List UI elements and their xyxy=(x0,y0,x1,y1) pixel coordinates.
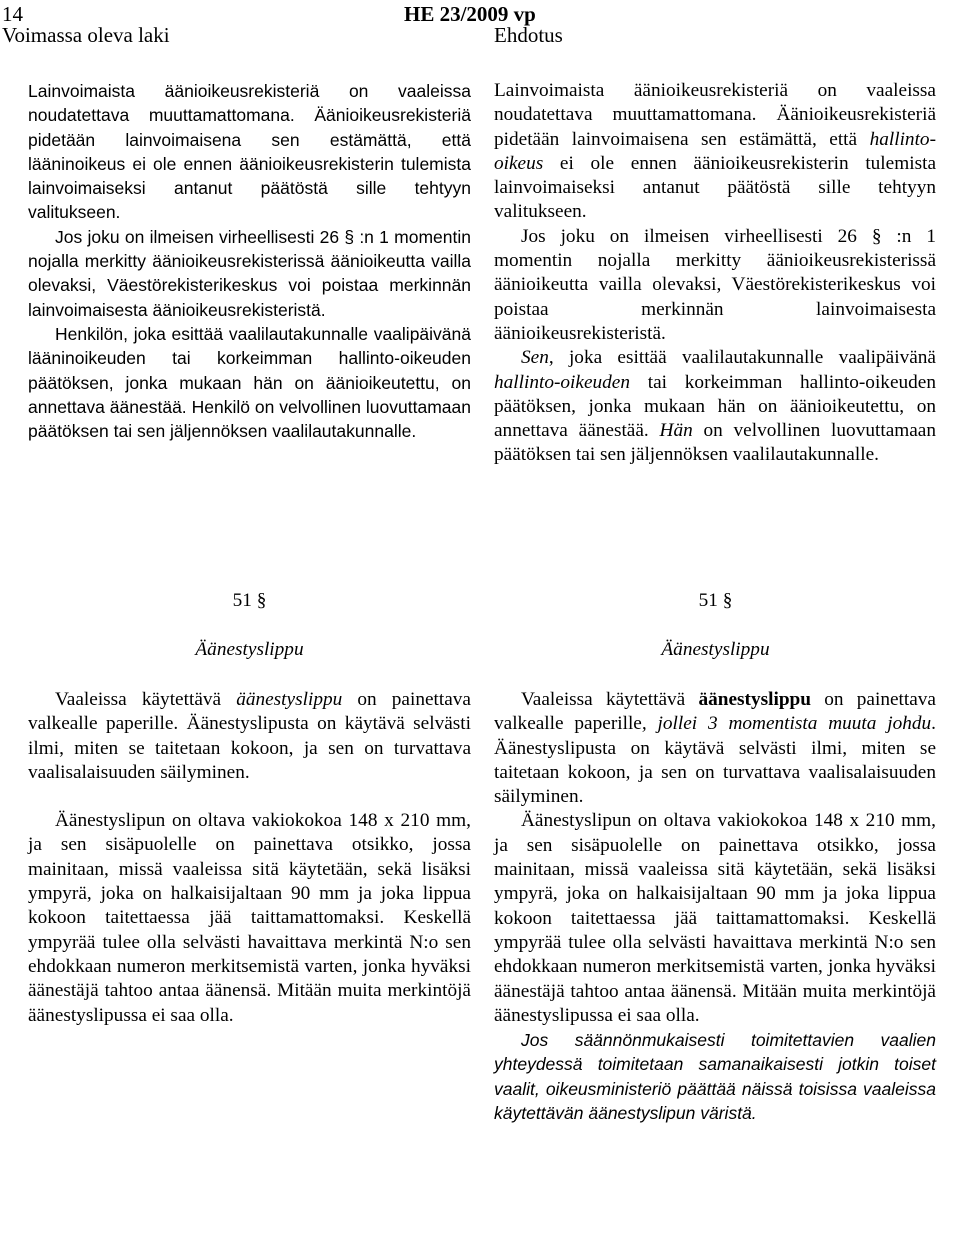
left-section-text xyxy=(28,688,471,1028)
right-upper-text xyxy=(494,79,936,468)
page-number: 14 xyxy=(2,2,23,26)
left-section-paragraph-1: Vaaleissa käytettävä äänestyslippu on painettava valkealle paperille. Äänestyslipusta on käytävä selvästi ilmi, miten se taitetaan kokoon, ja sen on turvattava vaalisalaisuuden säilyminen. xyxy=(28,689,471,783)
left-column-label: Voimassa oleva laki xyxy=(2,23,170,47)
left-section-paragraph-2: Äänestyslipun on oltava vakiokokoa 148 x 210 mm, ja sen sisäpuolelle on painettava otsikko, jossa mainitaan, missä vaaleissa sitä käytetään, sekä lisäksi ympyrä, joka on halkaisijaltaan 90 mm ja joka lippua kokoon taitettaessa jää taittamattomaksi. Keskellä ympyrää tulee olla selvästi havaittava merkintä N:o sen ehdokkaan numeron merkitsemistä varten, jonka hyväksi äänestäjä tahtoo antaa äänensä. Mitään muita merkintöjä äänestyslipussa ei saa olla. xyxy=(28,810,471,1026)
left-section-number: 51 § xyxy=(232,590,267,611)
right-column-label: Ehdotus xyxy=(494,23,563,47)
left-paragraph-1: Lainvoimaista äänioikeusrekisteriä on vaaleissa noudatettava muuttamattomana. Äänioikeusrekisteriä pidetään lainvoimaisena sen estämättä, että lääninoikeus ei ole ennen äänioikeusrekisterin tulemista lainvoimaiseksi antanut päätöstä sille tehtyyn valitukseen. xyxy=(28,81,471,223)
left-upper-text xyxy=(28,79,471,443)
right-paragraph-2: Jos joku on ilmeisen virheellisesti 26 § :n 1 momentin nojalla merkitty äänioikeusrekisterissä äänioikeutta vailla olevaksi, Väestörekisterikeskus voi poistaa merkinnän lainvoimaisesta äänioikeusrekisteristä. xyxy=(494,225,936,344)
right-section-paragraph-3: Jos säännönmukaisesti toimitettavien vaalien yhteydessä toimitetaan samanaikaisesti jotkin toiset vaalit, oikeusministeriö päättää näissä toisissa vaaleissa käytettävän äänestyslipun väristä. xyxy=(494,1030,936,1124)
document-id: HE 23/2009 vp xyxy=(404,2,536,26)
right-section-number: 51 § xyxy=(698,590,733,611)
right-section-text xyxy=(494,688,936,1125)
right-section-title: Äänestyslippu xyxy=(661,639,770,660)
left-section-title: Äänestyslippu xyxy=(195,639,304,660)
left-paragraph-3: Henkilön, joka esittää vaalilautakunnalle vaalipäivänä lääninoikeuden tai korkeimman hallinto-oikeuden päätöksen, jonka mukaan hän on äänioikeutettu, on annettava äänestää. Henkilö on velvollinen luovuttamaan päätöksen tai sen jäljennöksen vaalilautakunnalle. xyxy=(28,323,471,442)
left-paragraph-2: Jos joku on ilmeisen virheellisesti 26 § :n 1 momentin nojalla merkitty äänioikeusrekisterissä äänioikeutta vailla olevaksi, Väestörekisterikeskus voi poistaa merkinnän lainvoimaisesta äänioikeusrekisteristä. xyxy=(28,226,471,320)
right-paragraph-1: Lainvoimaista äänioikeusrekisteriä on vaaleissa noudatettava muuttamattomana. Äänioikeusrekisteriä pidetään lainvoimaisena sen estämättä, että hallinto-oikeus ei ole ennen äänioikeusrekisterin tulemista lainvoimaiseksi antanut päätöstä sille tehtyyn valitukseen. xyxy=(494,80,936,223)
right-section-paragraph-1: Vaaleissa käytettävä äänestyslippu on painettava valkealle paperille, jollei 3 momentista muuta johdu. Äänestyslipusta on käytävä selvästi ilmi, miten se taitetaan kokoon, ja sen on turvattava vaalisalaisuuden säilyminen. xyxy=(494,689,936,808)
right-section-paragraph-2: Äänestyslipun on oltava vakiokokoa 148 x 210 mm, ja sen sisäpuolelle on painettava otsikko, jossa mainitaan, missä vaaleissa sitä käytetään, sekä lisäksi ympyrä, joka on halkaisijaltaan 90 mm ja joka lippua kokoon taitettaessa jää taittamattomaksi. Keskellä ympyrää tulee olla selvästi havaittava merkintä N:o sen ehdokkaan numeron merkitsemistä varten, jonka hyväksi äänestäjä tahtoo antaa äänensä. Mitään muita merkintöjä äänestyslipussa ei saa olla. xyxy=(494,810,936,1026)
right-paragraph-3: Sen, joka esittää vaalilautakunnalle vaalipäivänä hallinto-oikeuden tai korkeimman hallinto-oikeuden päätöksen, jonka mukaan hän on äänioikeutettu, on annettava äänestää. Hän on velvollinen luovuttamaan päätöksen tai sen jäljennöksen vaalilautakunnalle. xyxy=(494,347,936,466)
